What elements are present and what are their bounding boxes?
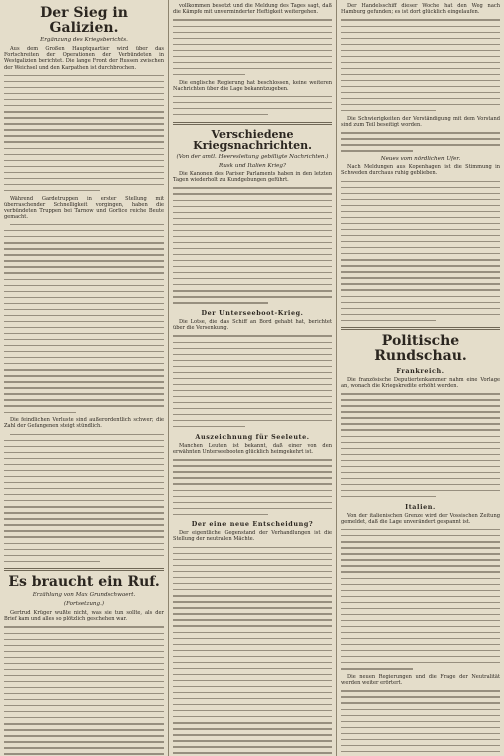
section-heading: Auszeichnung für Seeleute.	[195, 432, 310, 441]
article-text-block	[341, 391, 500, 500]
story-subhead: Erzählung von Max Grundschwaert.	[32, 592, 136, 598]
article-paragraph: Nach Meldungen aus Kopenhagen ist die Stimmung in Schweden durchaus ruhig geblieben.	[341, 164, 500, 177]
article-paragraph: Während Gardetruppen in erster Stellung mit überraschender Schnelligkeit vorgingen, haben die verbündeten Truppen bei Tarnow und Gorlice reiche Beute gemacht.	[4, 195, 164, 220]
article-paragraph: Der Handelsschiff dieser Woche hat den Weg nach Hamburg gefunden; es ist dort glücklich eingelaufen.	[341, 3, 500, 16]
article-paragraph: Die französische Deputiertenkammer nahm eine Vorlage an, wonach die Kriegskredite erhöht werden.	[341, 376, 500, 389]
subhead-galizien: Ergänzung des Kriegsberichts.	[40, 37, 128, 44]
section-heading: Der Unterseeboot-Krieg.	[201, 308, 304, 317]
article-text-block	[4, 73, 164, 194]
article-text-block	[173, 333, 332, 430]
article-paragraph: Die englische Regierung hat beschlossen, keine weiteren Nachrichten über die Lage bekanntzugeben.	[173, 79, 332, 92]
article-paragraph: Die Lotse, die das Schiff an Bord gehabt hat, berichtet über die Versenkung.	[173, 318, 332, 332]
article-paragraph: Die feindlichen Verluste sind außerordentlich schwer; die Zahl der Gefangenen steigt stündlich.	[4, 417, 164, 430]
story-continuation: (Fortsetzung.)	[63, 601, 105, 607]
article-paragraph: Der eigentliche Gegenstand der Verhandlungen ist die Stellung der neutralen Mächte.	[173, 530, 332, 543]
story-text-block	[4, 624, 164, 756]
headline-politische-rundschau: Politische Rundschau.	[374, 333, 467, 365]
story-paragraph: Gertrud Krüger wußte nicht, was sie tun sollte, als der Brief kam und alles so plötzlich geschehen war.	[4, 610, 164, 623]
subhead-kriegsnachrichten: (Von der amtl. Heeresleitung gebilligte Nachrichten.)	[176, 153, 329, 160]
section-divider	[173, 122, 332, 125]
article-paragraph: Die neuen Regierungen und die Frage der Neutralität werden weiter erörtert.	[341, 673, 500, 686]
headline-story: Es braucht ein Ruf.	[8, 574, 160, 591]
section-divider	[4, 568, 164, 571]
article-paragraph: Von der italienischen Grenze wird der Vossischen Zeitung gemeldet, daß die Lage unverändert gespannt ist.	[341, 512, 500, 525]
article-text-block	[173, 544, 332, 756]
headline-sieg-galizien: Der Sieg in Galizien.	[40, 5, 128, 36]
column-1	[0, 0, 168, 756]
article-text-block	[341, 688, 500, 756]
article-text-block	[173, 457, 332, 517]
article-text-block	[341, 17, 500, 114]
article-text-block	[173, 94, 332, 118]
dateline: Rusk und Italien Krieg?	[218, 162, 286, 169]
article-text-block	[173, 185, 332, 306]
column-3	[336, 0, 504, 756]
article-text-block	[4, 431, 164, 564]
article-text-block	[341, 130, 500, 154]
article-paragraph: Aus dem Großen Hauptquartier wird über das Fortschreiten der Operationen der Verbündeten in Westgalizien berichtet. Die lange Front der Russen zwischen der Weichsel und den Karpathen ist durchbrochen.	[4, 46, 164, 71]
article-text-block	[341, 527, 500, 672]
section-heading-frankreich: Frankreich.	[396, 366, 445, 375]
article-paragraph: Manchen Leuten ist bekannt, daß einer von den erwähnten Unterseebooten glücklich heimgekehrt ist.	[173, 442, 332, 455]
section-heading: Der eine neue Entscheidung?	[191, 520, 314, 529]
article-text-block	[341, 178, 500, 323]
headline-kriegsnachrichten: Verschiedene Kriegsnachrichten.	[193, 127, 312, 153]
article-text-block	[4, 222, 164, 416]
article-paragraph: Die Kanonen des Pariser Parlaments haben in den letzten Tagen wiederholt zu Kundgebungen geführt.	[173, 170, 332, 183]
dateline: Neues vom nördlichen Ufer.	[380, 156, 461, 163]
column-2	[168, 0, 336, 756]
section-divider	[341, 327, 500, 330]
article-text-block	[173, 17, 332, 77]
article-paragraph: vollkommen besetzt und die Meldung des Tages sagt, daß die Kämpfe mit unverminderter Heftigkeit weitergehen.	[173, 3, 332, 16]
section-heading-italien: Italien.	[405, 502, 436, 511]
article-paragraph: Die Schwierigkeiten der Verständigung mit dem Vorstand sind zum Teil beseitigt worden.	[341, 115, 500, 128]
